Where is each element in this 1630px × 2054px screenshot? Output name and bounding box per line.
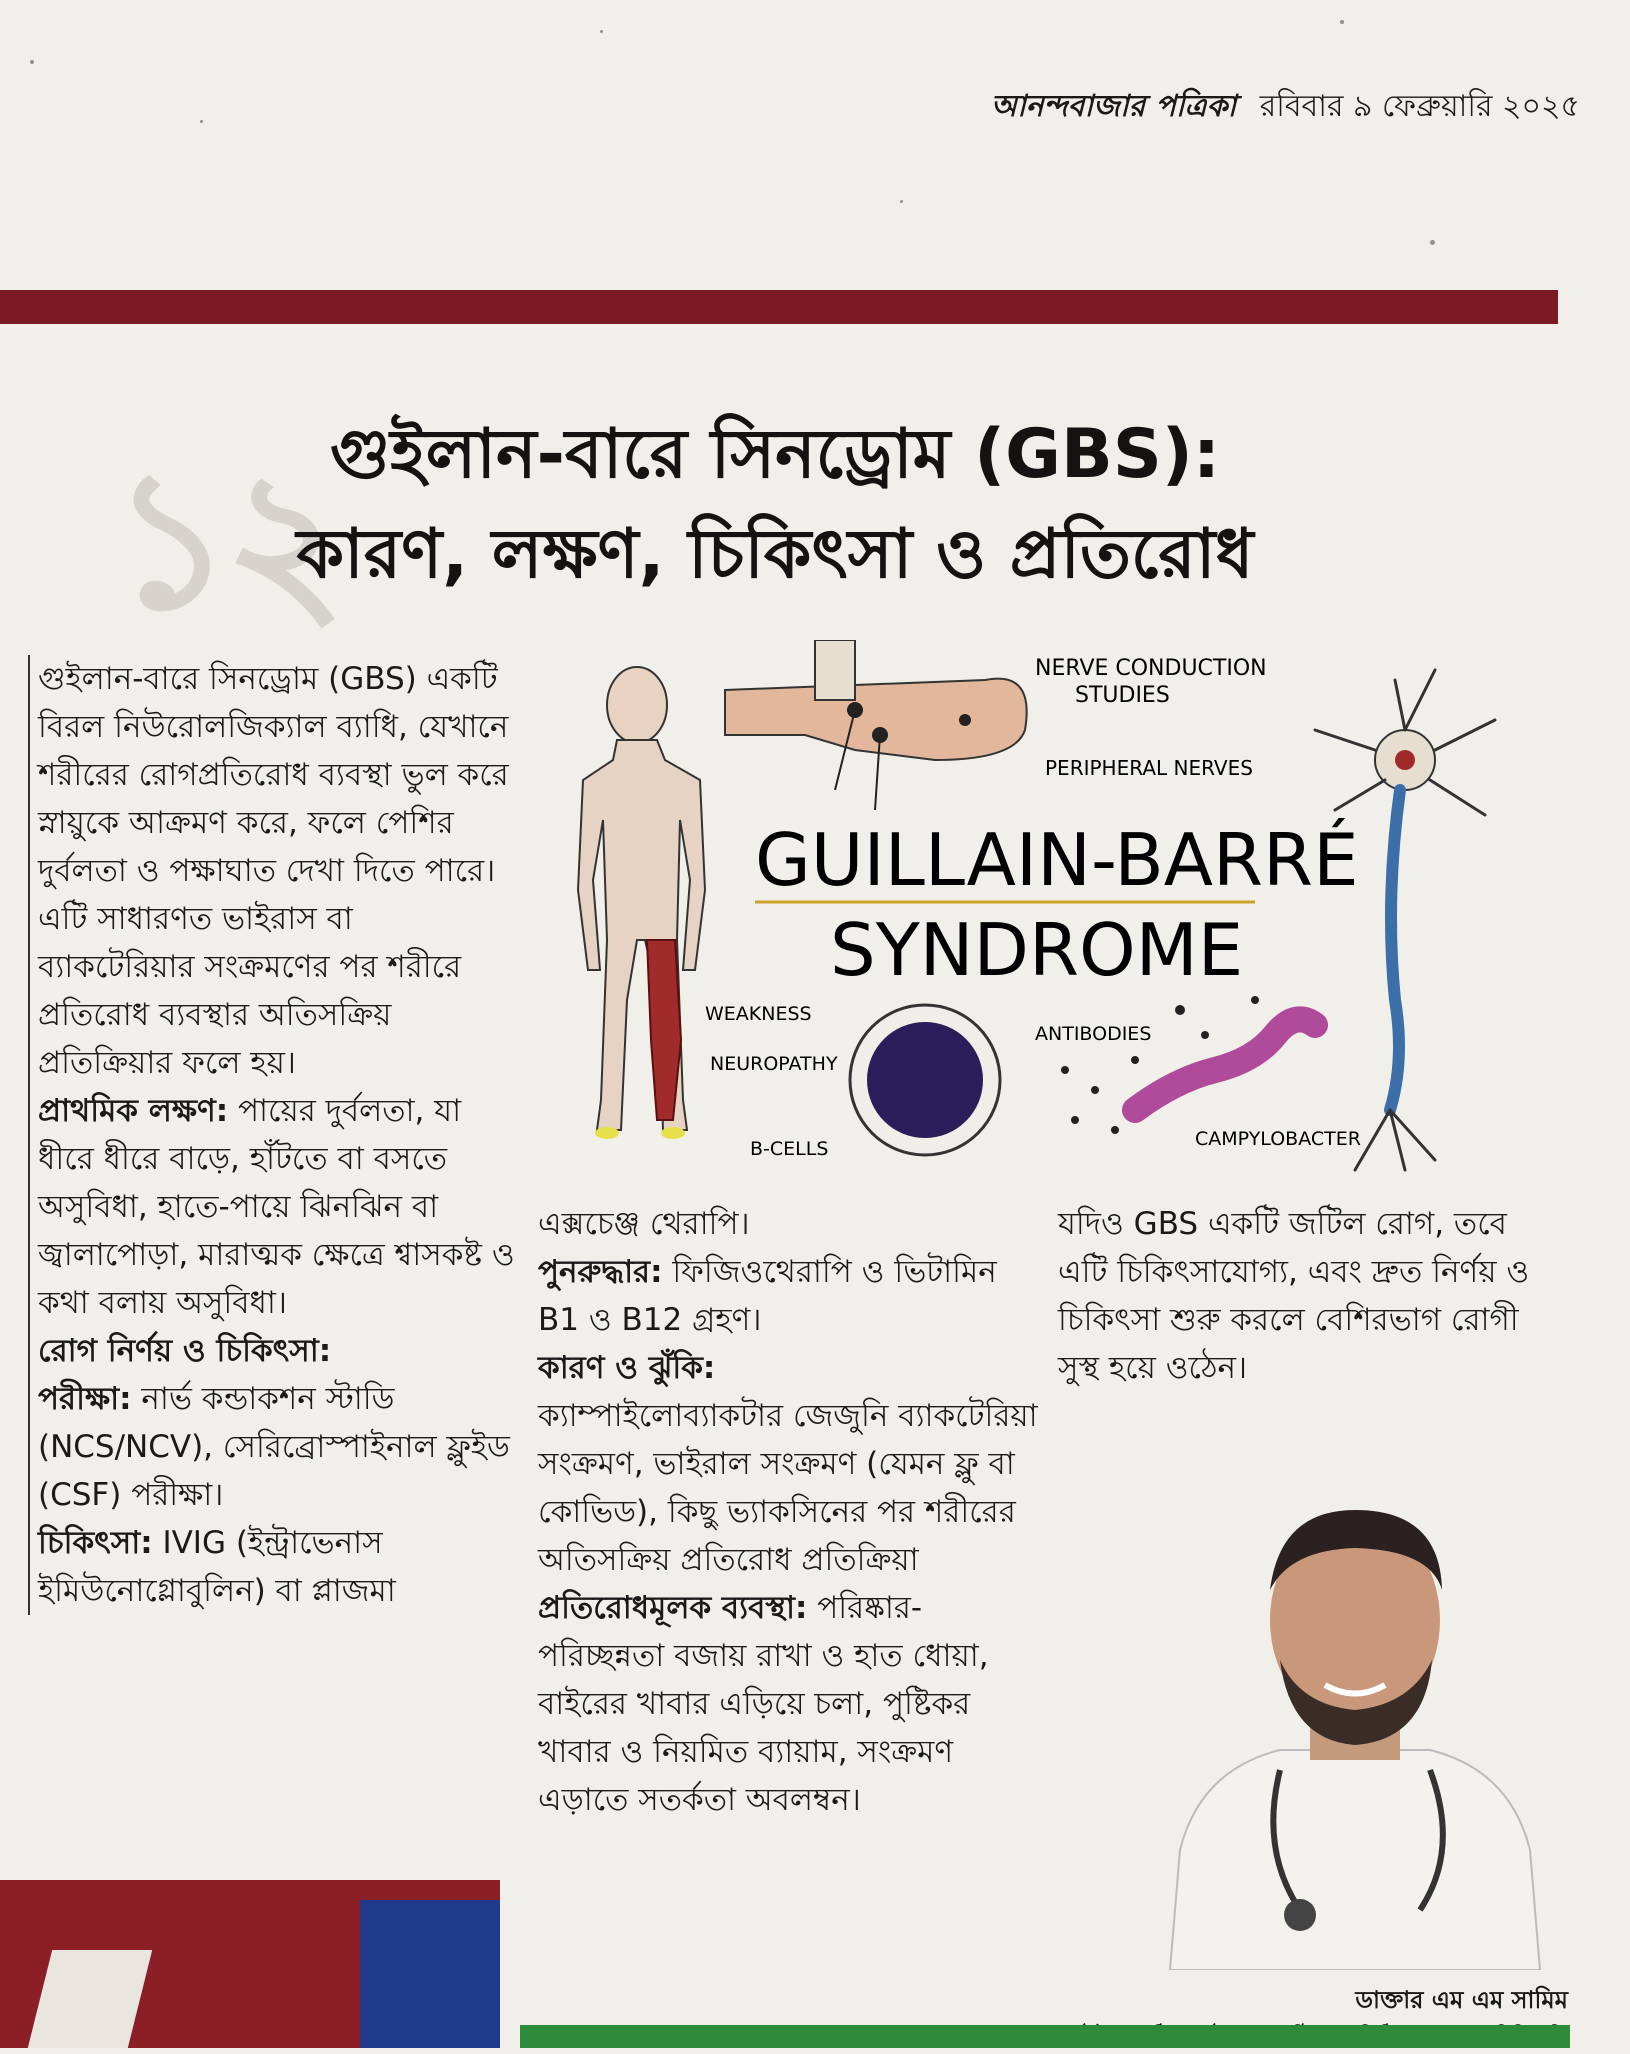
test-label: পরীক্ষা: <box>38 1381 132 1417</box>
article-column-2 <box>538 1200 1038 1824</box>
paper-speck <box>1340 20 1344 24</box>
human-figure-icon <box>578 667 705 1139</box>
campylobacter-icon <box>1135 1019 1315 1110</box>
label-studies: STUDIES <box>1075 683 1170 708</box>
label-neuropathy: NEUROPATHY <box>710 1053 838 1075</box>
label-nerve-conduction: NERVE CONDUCTION <box>1035 656 1267 681</box>
treatment-paragraph <box>38 1519 518 1615</box>
label-weakness: WEAKNESS <box>705 1003 812 1025</box>
conclusion-paragraph: যদিও GBS একটি জটিল রোগ, তবে এটি চিকিৎসাযোগ্য, এবং দ্রুত নির্ণয় ও চিকিৎসা শুরু করলে বেশিরভাগ রোগী সুস্থ হয়ে ওঠেন। <box>1058 1206 1530 1386</box>
recovery-text: ফিজিওথেরাপি ও ভিটামিন B1 ও B12 গ্রহণ। <box>538 1254 997 1338</box>
treatment-continued: এক্সচেঞ্জ থেরাপি। <box>538 1206 750 1242</box>
primary-symptoms-paragraph <box>38 1087 518 1327</box>
publication-date: রবিবার ৯ ফেব্রুয়ারি ২০২৫ <box>1259 89 1580 124</box>
ad-shape-blue <box>360 1900 500 2048</box>
cause-paragraph: ক্যাম্পাইলোব্যাকটার জেজুনি ব্যাকটেরিয়া সংক্রমণ, ভাইরাল সংক্রমণ (যেমন ফ্লু বা কোভিড), কিছু ভ্যাকসিনের পর শরীরের অতিসক্রিয় প্রতিরোধ প্রতিক্রিয়া <box>538 1398 1038 1578</box>
adjacent-green-strip <box>520 2025 1570 2048</box>
treatment-text: IVIG (ইন্ট্রাভেনাস ইমিউনোগ্লোবুলিন) বা প্লাজমা <box>38 1525 396 1609</box>
paper-speck <box>1430 240 1435 245</box>
ad-shape-white <box>28 1950 152 2048</box>
prevention-paragraph <box>538 1584 1038 1824</box>
top-color-bar <box>0 290 1558 324</box>
primary-symptoms-label: প্রাথমিক লক্ষণ: <box>38 1093 229 1129</box>
diagnosis-heading-text: রোগ নির্ণয় ও চিকিৎসা: <box>38 1333 332 1369</box>
paper-speck <box>200 120 203 123</box>
cause-heading <box>538 1344 1038 1392</box>
diagnosis-heading <box>38 1327 518 1375</box>
gbs-illustration <box>555 640 1515 1180</box>
illustration-title-1: GUILLAIN-BARRÉ <box>755 818 1359 902</box>
illustration-title-2: SYNDROME <box>830 908 1244 992</box>
foot-electrode-icon <box>725 640 1027 810</box>
paper-speck <box>900 200 903 203</box>
label-b-cells: B-CELLS <box>750 1138 829 1160</box>
paper-speck <box>600 30 603 33</box>
cause-heading-text: কারণ ও ঝুঁকি: <box>538 1350 716 1386</box>
neuron-icon <box>1315 670 1495 1170</box>
b-cell-icon <box>850 1005 1000 1155</box>
headline-line-2: কারণ, লক্ষণ, চিকিৎসা ও প্রতিরোধ <box>296 515 1254 594</box>
article-column-1 <box>28 655 518 1615</box>
primary-symptoms-text: পায়ের দুর্বলতা, যা ধীরে ধীরে বাড়ে, হাঁটতে বা বসতে অসুবিধা, হাতে-পায়ে ঝিনঝিন বা জ্বালাপোড়া, মারাত্মক ক্ষেত্রে শ্বাসকষ্ট ও কথা বলায় অসুবিধা। <box>38 1093 515 1321</box>
label-peripheral-nerves: PERIPHERAL NERVES <box>1045 756 1253 780</box>
intro-paragraph: গুইলান-বারে সিনড্রোম (GBS) একটি বিরল নিউরোলজিক্যাল ব্যাধি, যেখানে শরীরের রোগপ্রতিরোধ ব্যবস্থা ভুল করে স্নায়ুকে আক্রমণ করে, ফলে পেশির দুর্বলতা ও পক্ষাঘাত দেখা দিতে পারে। এটি সাধারণত ভাইরাস বা ব্যাকটেরিয়ার সংক্রমণের পর শরীরে প্রতিরোধ ব্যবস্থার অতিসক্রিয় প্রতিক্রিয়ার ফলে হয়। <box>38 661 509 1081</box>
recovery-label: পুনরুদ্ধার: <box>538 1254 663 1290</box>
adjacent-ad-fragment <box>0 1880 500 2048</box>
test-text: নার্ভ কন্ডাকশন স্টাডি (NCS/NCV), সেরিব্রোস্পাইনাল ফ্লুইড (CSF) পরীক্ষা। <box>38 1381 510 1513</box>
label-antibodies: ANTIBODIES <box>1035 1023 1152 1045</box>
paper-speck <box>30 60 34 64</box>
doctor-photo <box>1140 1470 1570 1970</box>
headline <box>150 405 1400 605</box>
recovery-paragraph <box>538 1248 1038 1344</box>
author-name: ডাক্তার এম এম সামিম <box>1355 1986 1568 2014</box>
faded-background-mark: ১২ <box>110 430 337 651</box>
masthead <box>991 82 1580 133</box>
headline-line-1: গুইলান-বারে সিনড্রোম (GBS): <box>329 415 1221 494</box>
treatment-label: চিকিৎসা: <box>38 1525 153 1561</box>
prevention-label: প্রতিরোধমূলক ব্যবস্থা: <box>538 1590 808 1626</box>
test-paragraph <box>38 1375 518 1519</box>
article-column-3 <box>1058 1200 1563 1392</box>
publication-name: আনন্দবাজার পত্রিকা <box>990 89 1237 124</box>
prevention-text: পরিষ্কার-পরিচ্ছন্নতা বজায় রাখা ও হাত ধোয়া, বাইরের খাবার এড়িয়ে চলা, পুষ্টিকর খাবার ও নিয়মিত ব্যায়াম, সংক্রমণ এড়াতে সতর্কতা অবলম্বন। <box>538 1590 989 1818</box>
label-campylobacter: CAMPYLOBACTER <box>1195 1128 1361 1150</box>
